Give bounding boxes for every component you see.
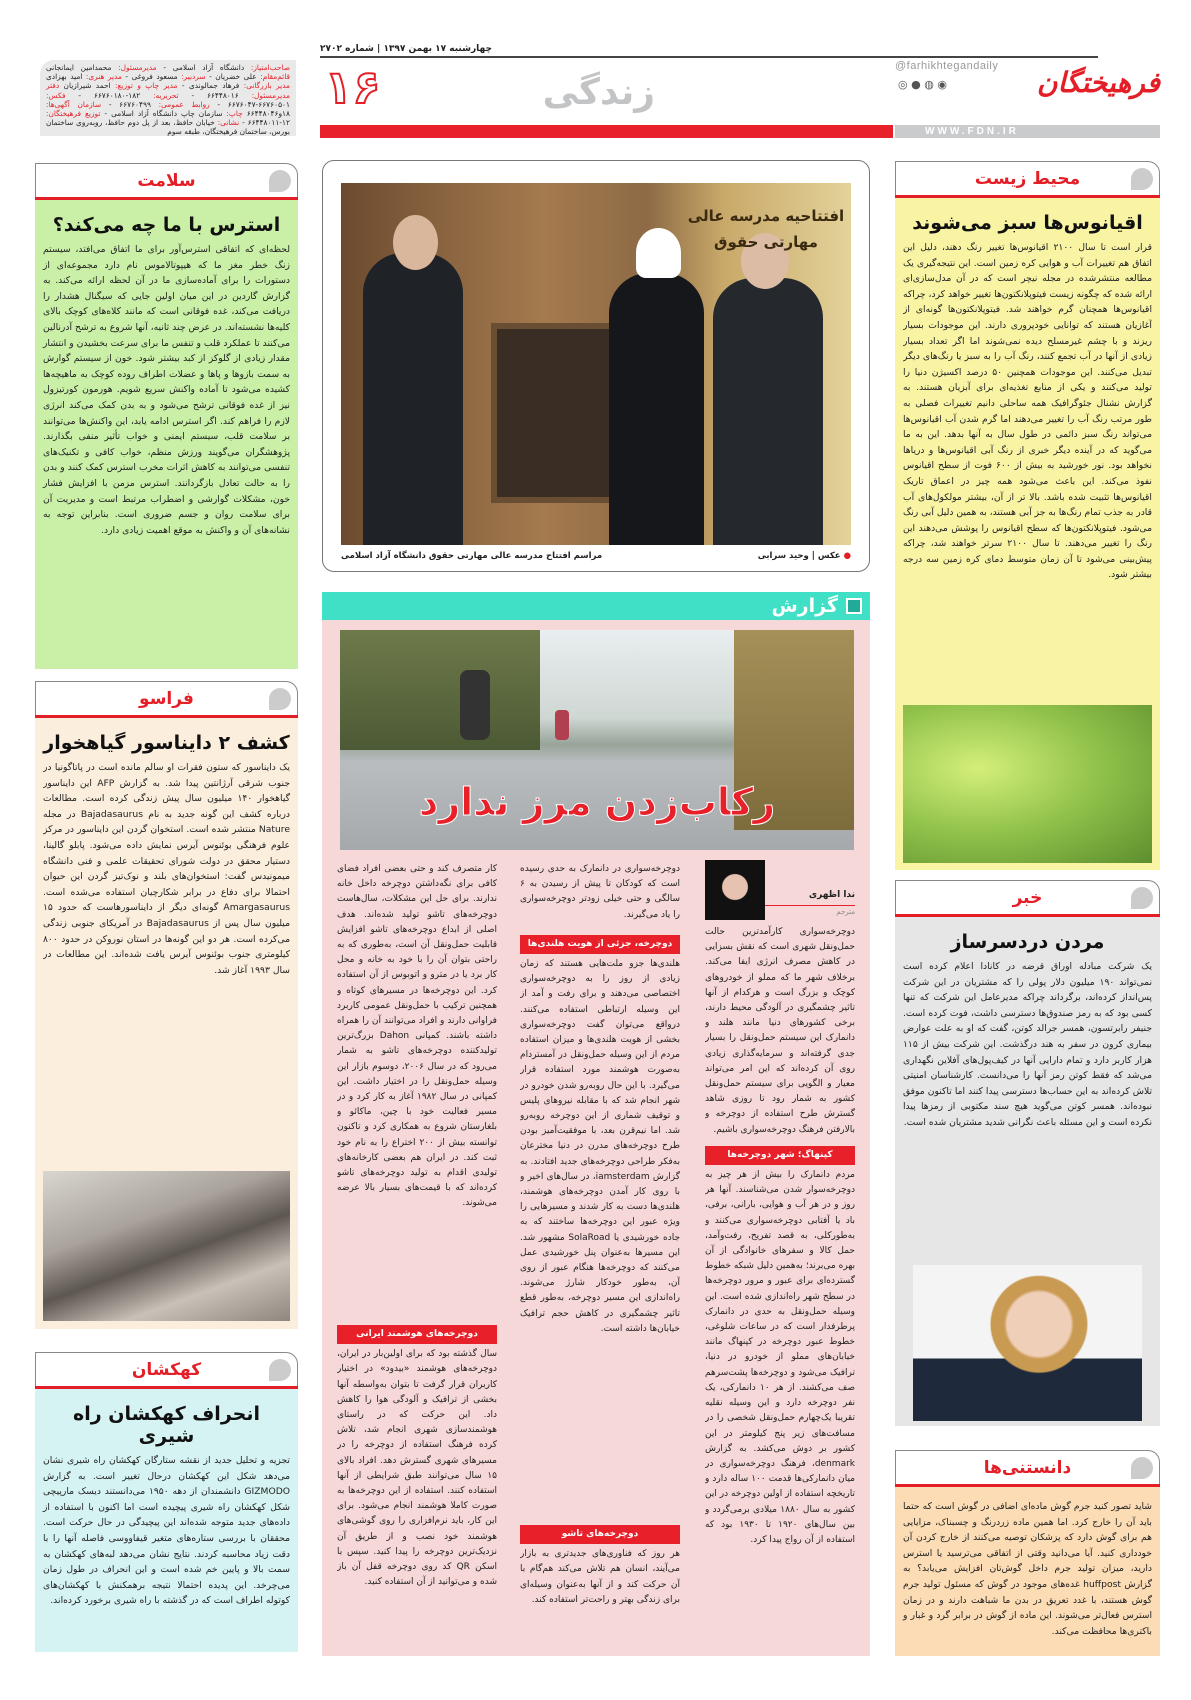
red-divider bbox=[320, 125, 893, 138]
subheading: کپنهاگ؛ شهر دوچرخه‌ها bbox=[705, 1146, 855, 1165]
masthead-value: ۶۶۷۶۰۵۰۱-۶۶۷۶۰۴۷ - bbox=[209, 99, 290, 109]
newspaper-logo: فرهیختگان bbox=[1036, 66, 1161, 99]
masthead-label: مدیر چاپ و توزیع: bbox=[115, 81, 178, 91]
author-role: مترجم bbox=[836, 908, 855, 916]
section-label: دانستنی‌ها bbox=[983, 1458, 1072, 1478]
subheading: دوچرخه‌های هوشمند ایرانی bbox=[337, 1325, 497, 1344]
masthead-label: توزیع فرهیختگان: bbox=[46, 109, 101, 119]
article-title: مردن دردسرساز bbox=[950, 931, 1105, 953]
photo-credit: ● عکس | وحید سرابی bbox=[757, 551, 851, 561]
section-icon bbox=[1131, 887, 1153, 909]
camera-icon: ● bbox=[840, 551, 851, 561]
author-box bbox=[705, 860, 855, 920]
article-title: استرس با ما چه می‌کند؟ bbox=[52, 214, 281, 236]
photo-feature bbox=[322, 160, 870, 572]
paragraph: سال گذشته بود که برای اولین‌بار در ایران، دوچرخه‌های هوشمند «بیدود» در اختیار کاربران قرار گرفت تا بتوان به‌واسطه آنها بخشی از ترافیک و آلودگی هوا را کاهش داد. این حرکت که در راستای هوشمندسازی شهری انجام شد، تلاش کرده فرهنگ استفاده از دوچرخه را در مسیرهای شهری گسترش دهد. افراد بالای ۱۵ سال می‌توانند طبق شرایطی از آنها استفاده کنند. استفاده از این دوچرخه‌ها به صورت کاملا هوشمند انجام می‌شود. برای این کار، باید نرم‌افزاری را روی گوشی‌های هوشمند خود نصب و از طریق آن نزدیک‌ترین دوچرخه را پیدا کنید. سپس با اسکن QR کد روی دوچرخه قفل آن باز شده و می‌توانید از آن استفاده کنید. bbox=[337, 1349, 497, 1588]
masthead-label: دفتر مدیرمسئول: bbox=[46, 81, 290, 100]
section-icon bbox=[269, 688, 291, 710]
section-icon bbox=[269, 170, 291, 192]
masthead-value: علی خضریان - bbox=[205, 72, 261, 82]
portrait-photo bbox=[913, 1265, 1142, 1421]
article-title: انحراف کهکشان راه شیری bbox=[73, 1403, 260, 1447]
article-body: تجزیه و تحلیل جدید از نقشه ستارگان کهکشان راه شیری نشان می‌دهد شکل این کهکشان درحال تغییر است. به گزارش GIZMODO دانشمندان از دهه ۱۹۵۰ می‌دانستند دیسک مارپیچی شکل کهکشان راه شیری پیچیده است اما اکنون با استفاده از داده‌های جدید متوجه شده‌اند این پیچیدگی در حال حرکت است. محققان با بررسی ستاره‌های متغیر قیفاووسی فاصله آنها را با دقت زیاد محاسبه کردند. نتایج نشان می‌دهد لبه‌های کهکشان به سمت بالا و پایین خم شده است و این انحراف در طول زمان می‌چرخد. این پدیده احتمالا نتیجه برهمکنش با کهکشان‌های کوتوله اطراف است که در گذشته با راه شیری برخورد کرده‌اند. bbox=[43, 1455, 290, 1607]
article-body: یک دایناسور که ستون فقرات او سالم مانده است در پاتاگونیا در جنوب شرقی آرژانتین پیدا شد. به گزارش AFP این دایناسور گیاهخوار ۱۴۰ میلیون سال پیش زندگی کرده است. مطالعات درباره کشف این گونه جدید به نام Bajadasaurus در مجله Nature منتشر شده است. استخوان گردن این دایناسور در مرکز علوم فرهنگی بوئنوس آیرس نمایش داده می‌شود. پابلو گالینا، دستیار محقق در دولت شوراى تحقیقات علمی و فنی دانشگاه میمونیدس گفت: استخوان‌های بلند و نوک‌تیز گردن این حیوان احتمالا برای دفاع در برابر شکارچیان استفاده می‌شده است. Amargasaurus گونه‌ای دیگر از دایناسورهاست که حدود ۱۵ میلیون سال پس از Bajadasaurus در آمریکای جنوبی زندگی می‌کرده است. هر دو این گونه‌ها در استان نوروکن در حدود ۸۰۰ کیلومتری جنوب بوئنوس آیرس یافت شده‌اند. این مطالعات در سال ۱۹۹۳ آغاز شد. bbox=[43, 762, 290, 976]
masthead-label: سردبیر: bbox=[181, 72, 206, 82]
subheading: دوچرخه، جزئی از هویت هلندی‌ها bbox=[520, 935, 680, 954]
report-section-label: گزارش bbox=[771, 595, 838, 617]
environment-section bbox=[895, 161, 1160, 870]
report-column-2 bbox=[520, 862, 680, 1652]
section-icon bbox=[269, 1359, 291, 1381]
masthead-label: قائم‌مقام: bbox=[260, 72, 290, 82]
subheading: دوچرخه‌های تاشو bbox=[520, 1525, 680, 1544]
health-section bbox=[35, 163, 298, 669]
instagram-icon[interactable]: ◎ bbox=[898, 78, 908, 91]
masthead-value: ۶۶۷۶۰۴۹۹ - bbox=[101, 99, 159, 109]
paragraph: کار متصرف کند و حتی بعضی افراد فضای کافی برای نگه‌داشتن دوچرخه داخل خانه ندارند. برای حل این مشکلات، سال‌هاست دوچرخه‌های تاشو تولید شده‌اند. هدف اصلی از ابداع دوچرخه‌های تاشو افزایش قابلیت حمل‌ونقل آن است، به‌طوری که به راحتی بتوان آن را با خود به خانه و محل کار برد یا در مترو و اتوبوس از آن استفاده کرد. این دوچرخه‌ها در مسیرهای کوتاه و همچنین ترکیب با حمل‌ونقل عمومی کاربرد فراوانی دارند و افراد می‌توانند آن را همراه داشته باشند. کمپانی Dahon بزرگ‌ترین تولیدکننده دوچرخه‌های تاشو به شمار می‌رود که در سال ۲۰۰۶، دوسوم بازار این وسیله حمل‌ونقل را در اختیار داشت. این کمپانی در سال ۱۹۸۲ آغاز به کار کرد و در مسیر فعالیت خود با چین، ماکائو و بلغارستان شروع به همکاری کرد و تاکنون توانسته بیش از ۲۰۰ اختراع را به نام خود ثبت کند. در ایران هم بعضی کارخانه‌های تولیدی اقدام به تولید دوچرخه‌های تاشو کرده‌اند که با قیمت‌های بسیار بالا عرضه می‌شوند. bbox=[337, 864, 497, 1209]
article-body: قرار است تا سال ۲۱۰۰ اقیانوس‌ها تغییر رنگ دهند، دلیل این اتفاق هم تغییرات آب و هوایی کره زمین است. این نتیجه‌گیری یک مطالعه منتشرشده در مجله نیچر است که در آن مدل‌سازی‌ای ارائه شده که چگونه زیست فیتوپلانکتون‌ها تغییر خواهد کرد، چراکه اقیانوس‌ها همچنان گرم خواهند شد. فیتوپلانکتون‌ها گونه‌ای از آغازیان هستند که توانایی خودپروری دارند. این موجودات بسیار ریزند و با چشم غیرمسلح دیده نمی‌شوند اما اگر تعداد بسیار زیادی از آنها در آب تجمع کنند، رنگ آب را به سبز یا رنگ‌های دیگر تبدیل می‌کنند. این موجودات همچنین ۵۰ درصد اکسیژن دنیا را تولید می‌کنند و یکی از منابع تغذیه‌ای برای آبزیان هستند. به گزارش نشنال جئوگرافیک همه ساحلی دانیم تغییرات فصلی به طور مرتب رنگ آب را تغییر می‌دهند اما گرم شدن آب اقیانوس‌ها می‌تواند رنگ سبز دائمی در طول سال به آنها بدهد. این به ما می‌گوید که در آینده دیگر خبری از رنگ آبی اقیانوس‌ها و دریاها نخواهد بود. نور خورشید به بیش از ۶۰۰ فوت از سطح اقیانوس نفوذ می‌کند. این باعث می‌شود همه چیز در اعماق تاریک اقیانوس‌ها تثبیت شده باشد. بالا تر از آن، بیشتر مولکول‌های آب قادر به جذب تمام رنگ‌ها به جز آبی هستند، به همین دلیل آبی رنگ می‌شود. فیتوپلانکتون‌ها که سطح اقیانوس را پوشش می‌دهند این رنگ را تغییر می‌دهند. تا سال ۲۱۰۰ سرتر خواهند شد، چراکه پیش‌بینی می‌شود تا آن زمان متوسط دمای کره زمین سه درجه بیشتر شود. bbox=[903, 242, 1152, 581]
report-column-3 bbox=[337, 862, 497, 1652]
section-label: سلامت bbox=[137, 171, 196, 191]
page-number: ۱۶ bbox=[324, 60, 381, 114]
masthead-label: نشانی: bbox=[217, 118, 240, 128]
article-body: شاید تصور کنید جرم گوش ماده‌ای اضافی در گوش است که حتما باید آن را خارج کرد. اما همین ماده زردرنگ و چسبناک، مزایایی هم برای گوش دارد که پزشکان توصیه می‌کنند از خارج کردن آن خودداری کنید. آیا می‌دانید وقتی از اتفاقی می‌ترسید یا استرس دارید، میزان تولید جرم داخل گوش‌تان افزایش می‌یابد؟ به گزارش huffpost غده‌های موجود در گوش که مسئول تولید جرم گوش هستند، با غدد تعریق در بدن ما شباهت دارند و در زمان استرس فعال‌تر می‌شوند. این ماده از گوش در برابر گرد و غبار و باکتری‌ها محافظت می‌کند. bbox=[903, 1501, 1152, 1637]
section-label: فراسو bbox=[139, 689, 194, 709]
faraso-section bbox=[35, 681, 298, 1329]
article-title: اقیانوس‌ها سبز می‌شوند bbox=[912, 212, 1143, 234]
eitaa-icon[interactable]: ◉ bbox=[937, 78, 947, 91]
masthead-label: سازمان آگهی‌ها: bbox=[46, 99, 102, 109]
dinosaur-photo bbox=[43, 1171, 290, 1321]
masthead-label: چاپ: bbox=[226, 109, 243, 119]
masthead-value: امید بهزادی bbox=[46, 72, 86, 82]
masthead-value: ۶۶۴۴۸۰۱۶ - bbox=[178, 90, 252, 100]
masthead-label: فکس: bbox=[46, 90, 66, 100]
report-headline: رکاب‌زدن مرز ندارد bbox=[418, 780, 776, 824]
galaxy-section bbox=[35, 1352, 298, 1652]
section-icon bbox=[1131, 168, 1153, 190]
section-label: کهکشان bbox=[131, 1360, 202, 1380]
social-icons bbox=[898, 78, 947, 91]
article-body: یک شرکت مبادله اوراق قرضه در کانادا اعلام کرده است نمی‌تواند ۱۹۰ میلیون دلار پولی را که مشتریان در این شرکت پس‌انداز کرده‌اند، برگرداند چراکه مدیرعامل این شرکت که تنها کسی بود که به رمز صندوق‌ها دسترسی داشت، فوت کرده است. جنیفر رابرتسون، همسر جرالد کوتن، گفت که او به علت عوارض بیماری کرون در سفر به هند درگذشت. این شرکت بیش از ۱۱۵ هزار کاربر دارد و تمام دارایی آنها در کیف‌پول‌های آفلاین نگهداری می‌شد که فقط کوتن رمز آنها را می‌دانست. کارشناسان امنیتی تلاش کرده‌اند به این حساب‌ها دسترسی پیدا کنند اما تاکنون موفق نبوده‌اند. همسر کوتن می‌گوید هیچ سند مکتوبی از رمزها پیدا نکرده است و این مسئله باعث نگرانی شدید مشتریان شده است. bbox=[903, 961, 1152, 1128]
article-title: کشف ۲ دایناسور گیاهخوار bbox=[43, 732, 290, 754]
date-line: چهارشنبه ۱۷ بهمن ۱۳۹۷ | شماره ۲۷۰۲ bbox=[320, 44, 492, 54]
masthead bbox=[40, 60, 296, 136]
masthead-label: مدیرمسئول: bbox=[118, 63, 157, 72]
paragraph: هلندی‌ها جزو ملت‌هایی هستند که زمان زیادی از روز را به دوچرخه‌سواری اختصاصی می‌دهند و برای رفت و آمد از این وسیله ارتباطی استفاده می‌کنند. درواقع می‌توان گفت دوچرخه‌سواری بخشی از هویت هلندی‌ها و میزان استفاده مردم از این وسیله حمل‌ونقل در آمستردام به‌صورت هوشمند مورد استفاده قرار می‌گیرد. با این حال روبه‌رو شدن خودرو در شهر انجام شد که با مقابله نیروهای پلیس و توقیف شماری از این دوچرخه روبه‌رو شد. اما نیم‌قرن بعد، با موفقیت‌آمیز بودن طرح دوچرخه‌های مدرن در دنیا مخترعان به‌فکر طراحی دوچرخه‌های جدید افتادند. به گزارش iamsterdam، در سال‌های اخیر و با روی کار آمدن دوچرخه‌های هوشمند، هلندی‌ها دست به کار شدند و مسیرهایی را ویژه عبور این دوچرخه‌ها ساختند که به جاده خورشیدی یا SolaRoad مشهور شد. این مسیرها به‌عنوان پنل خورشیدی عمل می‌کنند که دوچرخه‌ها هنگام عبور از روی آن، به‌طور خودکار شارژ می‌شوند. راه‌اندازی این مسیر دوچرخه، به‌طور قطع تاثیر چشمگیری در کاهش حجم ترافیک خیابان‌ها داشته است. bbox=[520, 959, 680, 1334]
masthead-value: خیابان حافظ، بعد از پل دوم حافظ، روبه‌روی ساختمان بورس، ساختمان فرهیختگان، طبقه سوم bbox=[46, 118, 290, 137]
masthead-value: ۱۸۲-۶۶۷۶۰۱۸۰ - bbox=[65, 90, 154, 100]
paragraph: دوچرخه‌سواری در دانمارک به حدی رسیده است که کودکان تا پیش از رسیدن به ۶ سالگی و حتی خیلی زودتر دوچرخه‌سواری را یاد می‌گیرند. bbox=[520, 864, 680, 920]
paragraph: دوچرخه‌سواری کارآمدترین حالت حمل‌ونقل شهری است که نقش بسزایی در کاهش مصرف انرژی ایفا می‌کند. برخلاف شهر ما که مملو از خودروهای کوچک و بزرگ است و هرکدام از آنها تاثیر چشمگیری در آلودگی محیط دارند، برخی کشورهای دنیا مانند هلند و دانمارک این سیستم حمل‌ونقل را بسیار جدی گرفته‌اند و سرمایه‌گذاری زیادی روی آن کرده‌اند که این امر می‌تواند معیار و الگویی برای سیستم حمل‌ونقل کشور به شمار رود تا روزی شاهد گسترش طرح استفاده از دوچرخه و بالارفتن فرهنگ دوچرخه‌سواری باشیم. bbox=[705, 927, 855, 1135]
masthead-label: صاحب‌امتیاز: bbox=[250, 63, 290, 72]
telegram-icon[interactable]: ● bbox=[911, 78, 921, 91]
masthead-value: ۱۸و۶۶۴۴۸۰۴۶ bbox=[242, 109, 290, 119]
masthead-value: سازمان چاپ دانشگاه آزاد اسلامی - bbox=[100, 109, 227, 119]
top-rule bbox=[320, 56, 1098, 58]
website-bar[interactable]: WWW.FDN.IR bbox=[895, 125, 1160, 138]
masthead-label: روابط عمومی: bbox=[158, 99, 210, 109]
section-label: محیط زیست bbox=[974, 169, 1081, 189]
green-ocean-photo bbox=[903, 705, 1152, 863]
ceremony-photo bbox=[341, 183, 851, 545]
section-title: زندگی bbox=[542, 72, 655, 113]
author-name: ندا اظهری bbox=[808, 890, 855, 900]
masthead-value: ۱۲-۶۶۴۴۸۰۱۱ - bbox=[239, 118, 290, 128]
report-column-1 bbox=[705, 925, 855, 1655]
ceremony-banner: افتتاحیه مدرسه عالی مهارتی حقوق bbox=[687, 207, 845, 251]
photo-caption: مراسم افتتاح مدرسه عالی مهارتی حقوق دانشگاه آزاد اسلامی bbox=[341, 551, 603, 561]
report-icon bbox=[846, 598, 862, 614]
section-icon bbox=[1131, 1457, 1153, 1479]
author-photo bbox=[705, 860, 765, 920]
masthead-value: دانشگاه آزاد اسلامی - bbox=[156, 63, 251, 72]
masthead-value: محمدامین ایمانجانی bbox=[46, 63, 119, 72]
masthead-label: تحریریه: bbox=[153, 90, 179, 100]
article-body: لحظه‌ای که اتفاقی استرس‌آور برای ما اتفاق می‌افتد، سیستم زنگ خطر مغز ما که هیپوتالاموس نام دارد مجموعه‌ای از دستورات را برای آماده‌سازی ما در آن لحظه ارائه می‌کند. به گزارش گاردین در این میان اولین جایی که سیگنال هشدار را دریافت می‌کند، غده فوقانی است که مانند کلاه‌های کوچک بالای کلیه‌ها نشسته‌اند. در عرض چند ثانیه، آنها شروع به ترشح آدرنالین می‌کنند تا عملکرد قلب و تنفس ما برای سرعت بخشیدن و انتشار مقدار زیادی از گلوکز از کبد بیشتر شود. خون از سیستم گوارش به سمت بازوها و پاها و عضلات اطراف روده کوچک به ماهیچه‌ها کشیده می‌شود تا آماده واکنش سریع شویم. هورمون کورتیزول نیز از غده فوقانی ترشح می‌شود و به بدن کمک می‌کند انرژی لازم را فراهم کند. اگر استرس ادامه یابد، این واکنش‌ها می‌توانند بر سلامت قلب، سیستم ایمنی و خواب تأثیر منفی بگذارند. پژوهشگران می‌گویند ورزش منظم، خواب کافی و تکنیک‌های تنفسی می‌توانند به کاهش اثرات مخرب استرس کمک کنند و بدن را به حالت تعادل بازگردانند. استرس مزمن با افزایش فشار خون، مشکلات گوارشی و اضطراب مرتبط است و مدیریت آن برای سلامت روان و جسم ضروری است. بنابراین توجه به نشانه‌های آن و واکنش به موقع اهمیت زیادی دارد. bbox=[43, 244, 290, 536]
cycling-photo bbox=[340, 630, 854, 850]
paragraph: هر روز که فناوری‌های جدیدتری به بازار می‌آیند، انسان هم تلاش می‌کند هم‌گام با آن حرکت کند و از آنها به‌عنوان وسیله‌ای برای زندگی بهتر و راحت‌تر استفاده کند. bbox=[520, 1549, 680, 1605]
paragraph: مردم دانمارک را بیش از هر چیز به دوچرخه‌سوار شدن می‌شناسند. آنها هر روز و در هر آب و هوایی، بارانی، برفی، باد یا آفتابی دوچرخه‌سواری می‌کنند و به‌طورکلی، به قصد تفریح، رفت‌وآمد، حمل کالا و سفرهای خانوادگی از آن بهره می‌برند؛ به‌همین دلیل شبکه خطوط گسترده‌ای برای عبور و مرور دوچرخه‌ها در سطح شهر راه‌اندازی شده است. این وسیله حمل‌ونقل به حدی در دانمارک پرطرفدار است که در ساعات شلوغی، خطوط عبور دوچرخه در کپنهاگ مانند خیابان‌های مملو از خودرو در دنیا، ترافیک می‌شود و دوچرخه‌ها پشت‌سرهم صف می‌کشند. از هر ۱۰ دانمارکی، یک نفر دوچرخه دارد و این وسیله نقلیه تقریبا یک‌چهارم حمل‌ونقل شخصی را در مسافت‌های زیر پنج کیلومتر در این کشور بر دوش می‌کشد. به گزارش denmark، فرهنگ دوچرخه‌سواری در میان دانمارکی‌ها قدمت ۱۰۰ ساله دارد و تاریخچه استفاده از اولین دوچرخه در این کشور به سال ۱۸۸۰ میلادی برمی‌گردد و بین سال‌های ۱۹۲۰ تا ۱۹۳۰ بود که استفاده از آن رواج پیدا کرد. bbox=[705, 1170, 855, 1545]
social-handle[interactable]: @farhikhtegandaily bbox=[895, 60, 999, 72]
masthead-value: مسعود فروغی - bbox=[121, 72, 182, 82]
masthead-label: مدیر هنری: bbox=[85, 72, 122, 82]
masthead-value: فرهاد جمالوندی - bbox=[177, 81, 244, 91]
section-label: خبر bbox=[1012, 888, 1043, 908]
news-section bbox=[895, 880, 1160, 1426]
facts-section bbox=[895, 1450, 1160, 1656]
masthead-value: احمد شیرازیان bbox=[59, 81, 115, 91]
masthead-label: مدیر بازرگانی: bbox=[243, 81, 291, 91]
twitter-icon[interactable]: ◍ bbox=[924, 78, 934, 91]
report-header bbox=[322, 592, 870, 620]
